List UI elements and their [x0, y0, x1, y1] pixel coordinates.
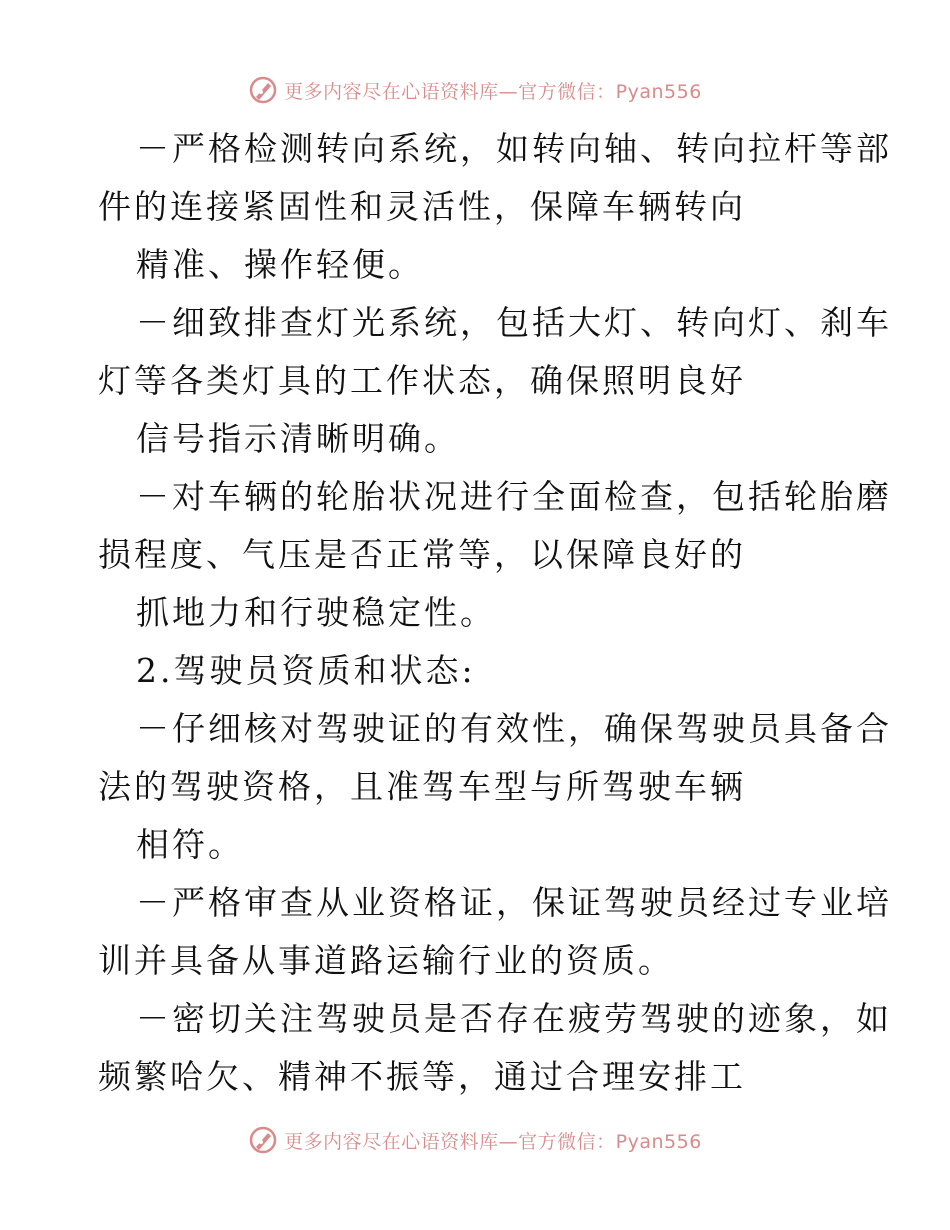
text-line: 训并具备从事道路运输行业的资质。 [98, 941, 674, 980]
watermark-text: 更多内容尽在心语资料库—官方微信：Pyan556 [284, 1130, 702, 1153]
pen-logo-icon [248, 75, 278, 105]
pen-logo-icon [248, 1125, 278, 1155]
text-line: 频繁哈欠、精神不振等，通过合理安排工 [98, 1057, 746, 1096]
footer-watermark [0, 1120, 950, 1160]
text-line: －严格审查从业资格证，保证驾驶员经过专业培 [136, 883, 892, 922]
text-line: －仔细核对驾驶证的有效性，确保驾驶员具备合 [136, 709, 892, 748]
text-line: －密切关注驾驶员是否存在疲劳驾驶的迹象，如 [136, 999, 892, 1038]
text-line: 件的连接紧固性和灵活性，保障车辆转向 [98, 187, 746, 226]
watermark-text: 更多内容尽在心语资料库—官方微信：Pyan556 [284, 80, 702, 103]
text-line: 法的驾驶资格，且准驾车型与所驾驶车辆 [98, 767, 746, 806]
text-line: 抓地力和行驶稳定性。 [136, 593, 496, 632]
section-heading: 2.驾驶员资质和状态: [136, 651, 476, 690]
text-line: 相符。 [136, 825, 244, 864]
text-line: 精准、操作轻便。 [136, 245, 424, 284]
header-watermark [0, 70, 950, 110]
text-line: －细致排查灯光系统，包括大灯、转向灯、刹车 [136, 303, 892, 342]
text-line: 损程度、气压是否正常等，以保障良好的 [98, 535, 746, 574]
text-line: －对车辆的轮胎状况进行全面检查，包括轮胎磨 [136, 477, 892, 516]
text-line: 灯等各类灯具的工作状态，确保照明良好 [98, 361, 746, 400]
text-line: －严格检测转向系统，如转向轴、转向拉杆等部 [136, 129, 892, 168]
document-body [98, 120, 892, 1106]
text-line: 信号指示清晰明确。 [136, 419, 460, 458]
